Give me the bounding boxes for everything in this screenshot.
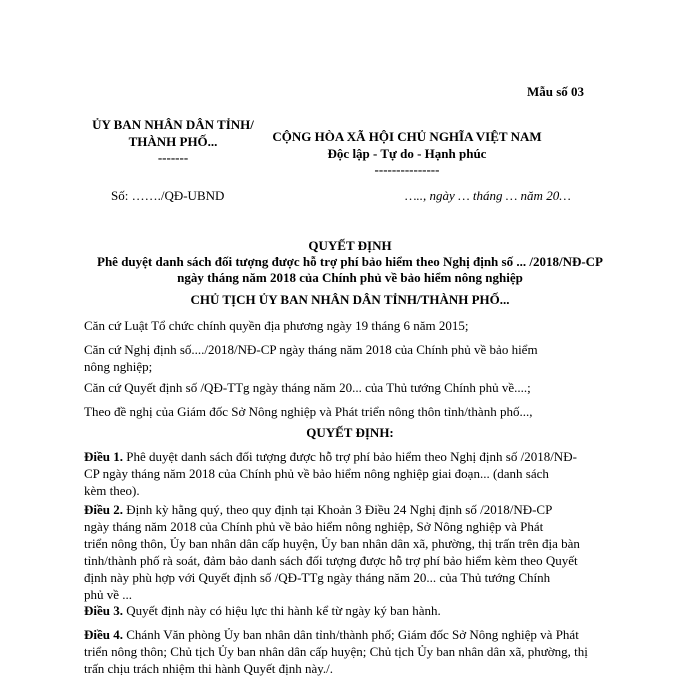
article-2	[84, 501, 618, 603]
legal-basis-2-line2: nông nghiệp;	[84, 359, 153, 374]
article-2-line3: triển nông thôn, Ủy ban nhân dân cấp huyện, Ủy ban nhân dân xã, phường, thị trấn trên địa bàn	[84, 536, 580, 551]
date-line: ….., ngày … tháng … năm 20…	[405, 188, 571, 203]
legal-basis-3: Căn cứ Quyết định số /QĐ-TTg ngày tháng năm 20... của Thủ tướng Chính phủ về....;	[84, 380, 531, 395]
legal-basis-2	[84, 341, 618, 375]
article-2-label: Điều 2.	[84, 502, 123, 517]
article-2-line6: phủ về ...	[84, 587, 133, 602]
national-header	[272, 129, 542, 178]
article-3-label: Điều 3.	[84, 603, 123, 618]
article-3	[84, 603, 441, 619]
agency-line1: ỦY BAN NHÂN DÂN TỈNH/	[92, 117, 254, 132]
form-number: Mẫu số 03	[527, 84, 585, 99]
document-subtitle-2: ngày tháng năm 2018 của Chính phủ về bảo hiểm nông nghiệp	[177, 270, 523, 285]
legal-basis-1: Căn cứ Luật Tổ chức chính quyền địa phương ngày 19 tháng 6 năm 2015;	[84, 318, 469, 333]
document-subtitle-1: Phê duyệt danh sách đối tượng được hỗ trợ phí bảo hiểm theo Nghị định số ... /2018/NĐ-CP	[97, 254, 603, 269]
legal-basis-2-line1: Căn cứ Nghị định số..../2018/NĐ-CP ngày tháng năm 2018 của Chính phủ về bảo hiểm	[84, 342, 538, 357]
national-motto: Độc lập - Tự do - Hạnh phúc	[327, 146, 487, 161]
agency-header	[78, 117, 268, 166]
article-1-line2: CP ngày tháng năm 2018 của Chính phủ về bảo hiểm nông nghiệp giai đoạn... (danh sách	[84, 466, 549, 481]
article-4-line3: trấn chịu trách nhiệm thi hành Quyết định này./.	[84, 661, 333, 676]
article-1-line1: Phê duyệt danh sách đối tượng được hỗ trợ phí bảo hiểm theo Nghị định số /2018/NĐ-	[123, 449, 577, 464]
issuing-authority: CHỦ TỊCH ỦY BAN NHÂN DÂN TỈNH/THÀNH PHỐ...	[190, 292, 510, 307]
article-2-line2: ngày tháng năm 2018 của Chính phủ về bảo hiểm nông nghiệp, Sở Nông nghiệp và Phát	[84, 519, 544, 534]
document-title: QUYẾT ĐỊNH	[308, 238, 392, 253]
article-2-line1: Định kỳ hằng quý, theo quy định tại Khoản 3 Điều 24 Nghị định số /2018/NĐ-CP	[123, 502, 553, 517]
article-4	[84, 626, 618, 677]
article-4-line2: triển nông thôn; Chủ tịch Ủy ban nhân dân cấp huyện; Chủ tịch Ủy ban nhân dân xã, phường, thị	[84, 644, 588, 659]
article-1	[84, 448, 618, 499]
article-3-text: Quyết định này có hiệu lực thi hành kể từ ngày ký ban hành.	[123, 603, 441, 618]
article-2-line4: tỉnh/thành phố rà soát, đảm bảo danh sách đối tượng được hỗ trợ phí bảo hiểm kèm theo Quyết	[84, 553, 578, 568]
article-4-line1: Chánh Văn phòng Ủy ban nhân dân tỉnh/thành phố; Giám đốc Sở Nông nghiệp và Phát	[123, 627, 579, 642]
document-number: Số: ……./QĐ-UBND	[111, 188, 225, 203]
national-separator: ---------------	[374, 162, 440, 177]
article-1-label: Điều 1.	[84, 449, 123, 464]
legal-basis-4: Theo đề nghị của Giám đốc Sở Nông nghiệp và Phát triển nông thôn tỉnh/thành phố...,	[84, 404, 533, 419]
article-2-line5: định này phù hợp với Quyết định số /QĐ-TTg ngày tháng năm 20... của Thủ tướng Chính	[84, 570, 551, 585]
article-1-line3: kèm theo).	[84, 483, 140, 498]
agency-separator: -------	[157, 150, 189, 165]
national-title: CỘNG HÒA XÃ HỘI CHỦ NGHĨA VIỆT NAM	[272, 129, 542, 144]
decision-heading: QUYẾT ĐỊNH:	[306, 425, 394, 440]
agency-line2: THÀNH PHỐ...	[128, 134, 218, 149]
article-4-label: Điều 4.	[84, 627, 123, 642]
